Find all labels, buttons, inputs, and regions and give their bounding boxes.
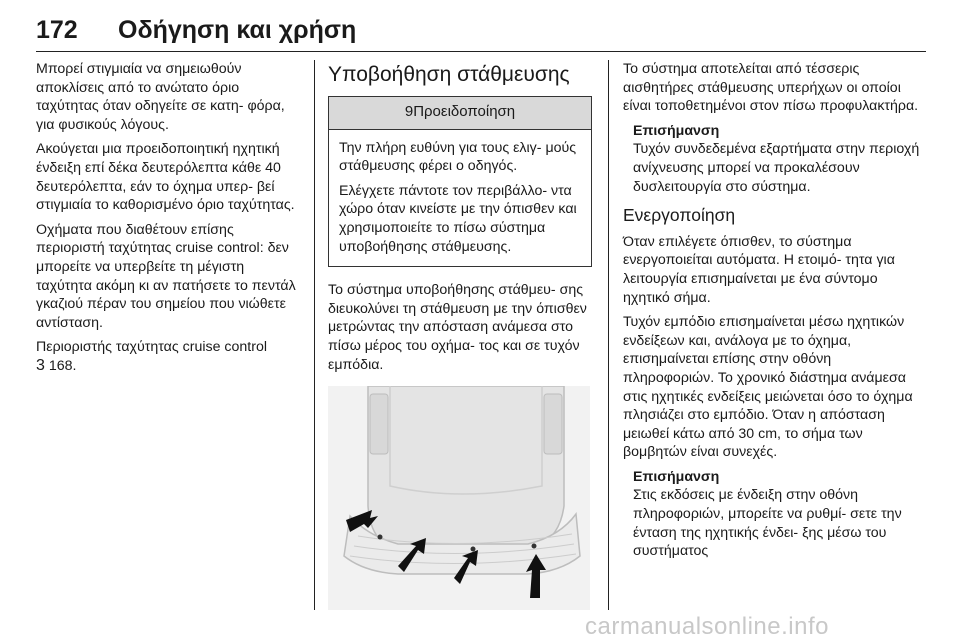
- xref-page[interactable]: 168.: [48, 357, 77, 374]
- rear-bumper-sensors-figure: [328, 386, 590, 610]
- note-2-label: Επισήμανση: [633, 468, 720, 485]
- header-rule: [36, 51, 926, 52]
- note-2-text: Στις εκδόσεις με ένδειξη στην οθόνη πληροφοριών, μπορείτε να ρυθμί- σετε την ένταση της ηχητικής ένδει- ξης μέσω του συστήματος: [633, 487, 902, 560]
- note-1: [633, 122, 923, 196]
- warning-paragraph-1: Την πλήρη ευθύνη για τους ελιγ- μούς στάθμευσης φέρει ο οδηγός.: [339, 139, 577, 175]
- paragraph-cruise-control: Οχήματα που διαθέτουν επίσης περιοριστή ταχύτητας cruise control: δεν μπορείτε να υπερβείτε τη μέγιστη ταχύτητα ακόμη κι αν πατήσετε το πεντάλ γκαζιού πέραν του σημείου που νιώθετε αντίσταση.: [36, 221, 296, 331]
- warning-label: Προειδοποίηση: [413, 103, 516, 120]
- cross-reference: [36, 338, 298, 375]
- warning-box: [328, 96, 592, 267]
- column-divider-1: [314, 60, 315, 610]
- note-2: [633, 468, 923, 561]
- paragraph-speed-deviation: Μπορεί στιγμιαία να σημειωθούν αποκλίσεις από το ανώτατο όριο ταχύτητας όταν οδηγείτε σε κατη- φόρα, για φυσικούς λόγους.: [36, 61, 285, 133]
- paragraph-obstacle-signal: Τυχόν εμπόδιο επισημαίνεται μέσω ηχητικών ενδείξεων και, ανάλογα με το όχημα, επισημαίνεται επίσης στην οθόνη πληροφοριών. Το χρονικό διάστημα ανάμεσα στις ηχητικές ενδείξεις μειώνεται όσο το όχημα πλησιάζει στο εμπόδιο. Όταν η απόσταση μειωθεί κάτω από 30 cm, το σήμα των βομβητών είναι συνεχές.: [623, 314, 913, 461]
- page-number: 172: [36, 16, 78, 44]
- note-1-label: Επισήμανση: [633, 122, 720, 139]
- page-title: Οδήγηση και χρήση: [118, 16, 357, 44]
- column-2: [328, 60, 592, 610]
- subsection-title-activation: Ενεργοποίηση: [623, 205, 736, 226]
- warning-body: [329, 130, 591, 267]
- rear-bumper-illustration: [328, 386, 590, 610]
- paragraph-activation: Όταν επιλέγετε όπισθεν, το σύστημα ενεργοποιείται αυτόματα. Η ετοιμό- τητα για λειτουργία επισημαίνεται με ένα σύντομο ηχητικό σήμα.: [623, 233, 895, 306]
- xref-arrow-icon: 3: [36, 356, 45, 374]
- paragraph-parking-assist: Το σύστημα υποβοήθησης στάθμευ- σης διευκολύνει τη στάθμευση με την όπισθεν μετρώντας την απόσταση ανάμεσα στο πίσω μέρος του οχήμα- τος και σε τυχόν εμπόδια.: [328, 282, 587, 373]
- note-1-text: Τυχόν συνδεδεμένα εξαρτήματα στην περιοχή ανίχνευσης μπορεί να προκαλέσουν δυσλειτουργία στο σύστημα.: [633, 141, 920, 195]
- paragraph-sensors: Το σύστημα αποτελείται από τέσσερις αισθητήρες στάθμευσης υπερήχων οι οποίοι είναι τοποθετημένοι στον πίσω προφυλακτήρα.: [623, 61, 919, 115]
- page-header: [36, 14, 926, 50]
- section-title-parking-assist: Υποβοήθηση στάθμευσης: [328, 63, 570, 86]
- warning-triangle-icon: 9: [404, 103, 414, 120]
- warning-header: [329, 97, 591, 130]
- column-divider-2: [608, 60, 609, 610]
- paragraph-warning-chime: Ακούγεται μια προειδοποιητική ηχητική ένδειξη επί δέκα δευτερόλεπτα κάθε 40 δευτερόλεπτα, εάν το όχημα υπερ- βεί στιγμιαία το καθορισμένο όριο ταχύτητας.: [36, 141, 295, 214]
- watermark: carmanualsonline.info: [585, 613, 829, 640]
- column-1: [36, 60, 298, 382]
- warning-paragraph-2: Ελέγχετε πάντοτε τον περιβάλλο- ντα χώρο όταν κινείστε με την όπισθεν και χρησιμοποιείτε το πίσω σύστημα υποβοήθησης στάθμευσης.: [339, 182, 577, 255]
- xref-text: Περιοριστής ταχύτητας cruise control: [36, 339, 267, 356]
- column-3: [623, 60, 923, 567]
